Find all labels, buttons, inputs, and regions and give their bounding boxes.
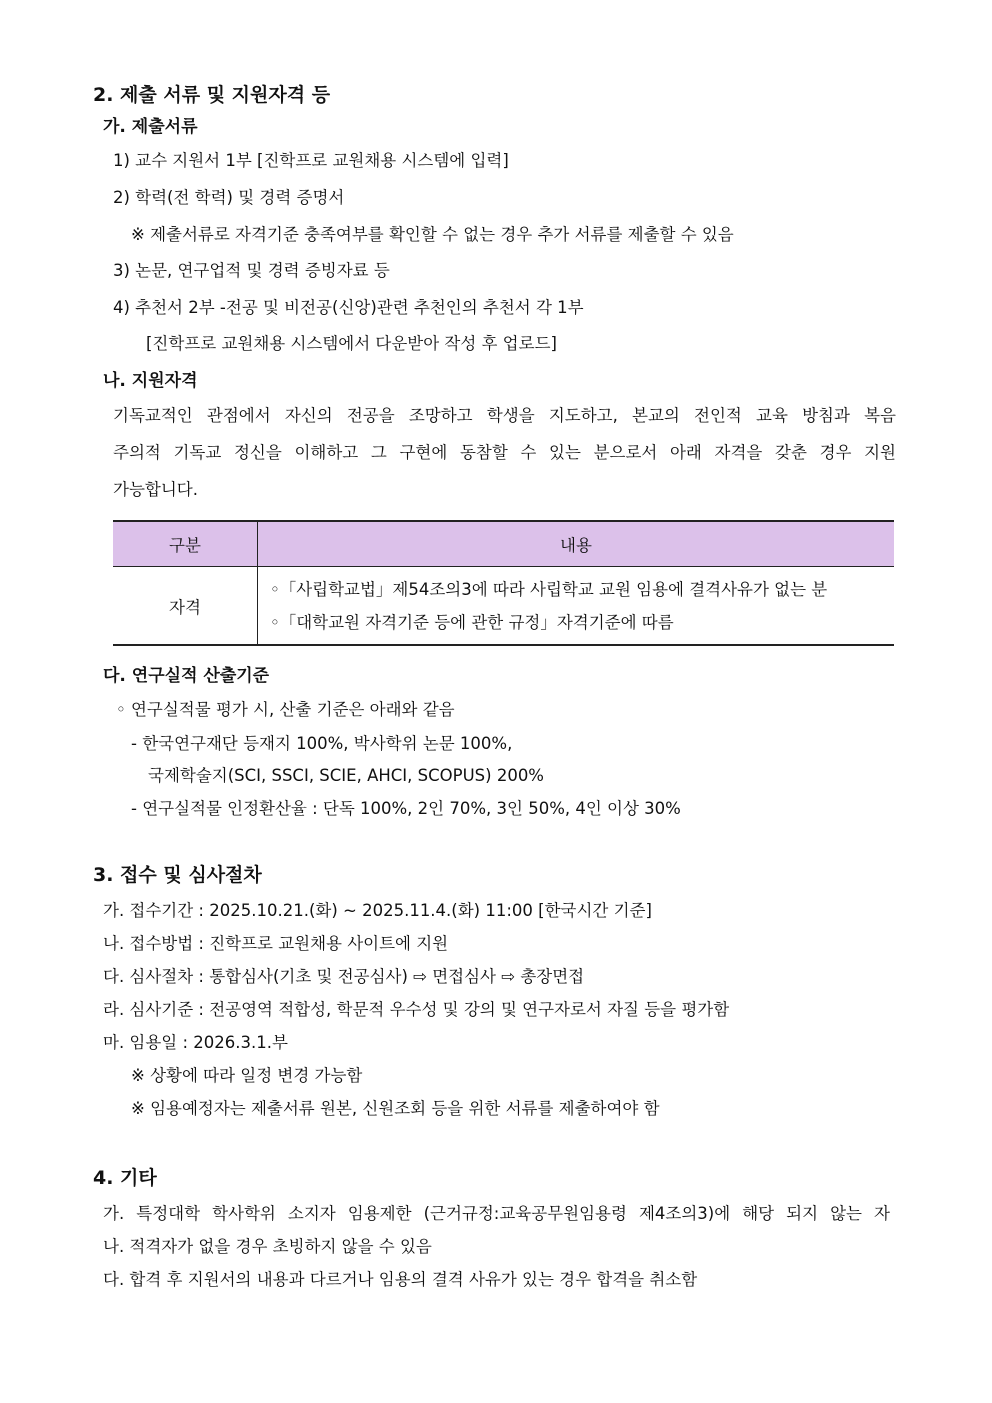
section-2-title: 2. 제출 서류 및 지원자격 등 [93, 84, 331, 106]
procedure-item: 라. 심사기준 : 전공영역 적합성, 학문적 우수성 및 강의 및 연구자로서 자질 등을 평가함 [103, 1000, 730, 1019]
subsection-c-title: 다. 연구실적 산출기준 [103, 666, 270, 686]
criteria-item: - 연구실적물 인정환산율 : 단독 100%, 2인 70%, 3인 50%, 4인 이상 30% [131, 799, 681, 818]
subsection-b-title: 나. 지원자격 [103, 371, 198, 391]
qualification-paragraph-line: 가능합니다. [113, 480, 198, 499]
misc-item: 다. 합격 후 지원서의 내용과 다르거나 임용의 결격 사유가 있는 경우 합격을 취소함 [103, 1270, 698, 1289]
table-row-content [258, 567, 895, 646]
table-row [113, 567, 894, 646]
document-item: 4) 추천서 2부 -전공 및 비전공(신앙)관련 추천인의 추천서 각 1부 [113, 298, 584, 317]
section-4-title: 4. 기타 [93, 1167, 157, 1189]
procedure-item: 마. 임용일 : 2026.3.1.부 [103, 1033, 288, 1052]
procedure-item: 나. 접수방법 : 진학프로 교원채용 사이트에 지원 [103, 934, 449, 953]
qualification-paragraph-line: 기독교적인 관점에서 자신의 전공을 조망하고 학생을 지도하고, 본교의 전인적 교육 방침과 복음 [113, 406, 896, 425]
procedure-item: 다. 심사절차 : 통합심사(기초 및 전공심사) ⇨ 면접심사 ⇨ 총장면접 [103, 967, 585, 986]
procedure-note: ※ 임용예정자는 제출서류 원본, 신원조회 등을 위한 서류를 제출하여야 함 [131, 1099, 660, 1118]
document-item: 3) 논문, 연구업적 및 경력 증빙자료 등 [113, 261, 390, 280]
procedure-item: 가. 접수기간 : 2025.10.21.(화) ~ 2025.11.4.(화) 11:00 [한국시간 기준] [103, 901, 652, 920]
document-note: ※ 제출서류로 자격기준 충족여부를 확인할 수 없는 경우 추가 서류를 제출할 수 있음 [131, 225, 734, 244]
criteria-item: - 한국연구재단 등재지 100%, 박사학위 논문 100%, [131, 734, 513, 753]
qualification-paragraph-line: 주의적 기독교 정신을 이해하고 그 구현에 동참할 수 있는 분으로서 아래 자격을 갖춘 경우 지원 [113, 443, 896, 462]
document-item-note: [진학프로 교원채용 시스템에서 다운받아 작성 후 업로드] [146, 334, 557, 353]
misc-item: 나. 적격자가 없을 경우 초빙하지 않을 수 있음 [103, 1237, 432, 1256]
section-3-title: 3. 접수 및 심사절차 [93, 864, 262, 886]
table-header-row [113, 521, 894, 567]
misc-item: 가. 특정대학 학사학위 소지자 임용제한 (근거규정:교육공무원임용령 제4조의3)에 해당 되지 않는 자 [103, 1204, 890, 1223]
subsection-a-title: 가. 제출서류 [103, 117, 198, 137]
document-item: 2) 학력(전 학력) 및 경력 증명서 [113, 188, 345, 207]
table-row-label: 자격 [113, 567, 258, 646]
table-header-content: 내용 [258, 521, 895, 567]
criteria-item: ◦ 연구실적물 평가 시, 산출 기준은 아래와 같음 [116, 700, 455, 719]
procedure-note: ※ 상황에 따라 일정 변경 가능함 [131, 1066, 363, 1085]
table-header-category: 구분 [113, 521, 258, 567]
criteria-item: 국제학술지(SCI, SSCI, SCIE, AHCI, SCOPUS) 200% [148, 766, 544, 785]
qualification-item: ◦「대학교원 자격기준 등에 관한 규정」자격기준에 따름 [270, 612, 674, 632]
qualification-item: ◦「사립학교법」제54조의3에 따라 사립학교 교원 임용에 결격사유가 없는 분 [270, 579, 828, 599]
qualification-table [113, 520, 894, 646]
document-item: 1) 교수 지원서 1부 [진학프로 교원채용 시스템에 입력] [113, 151, 509, 170]
